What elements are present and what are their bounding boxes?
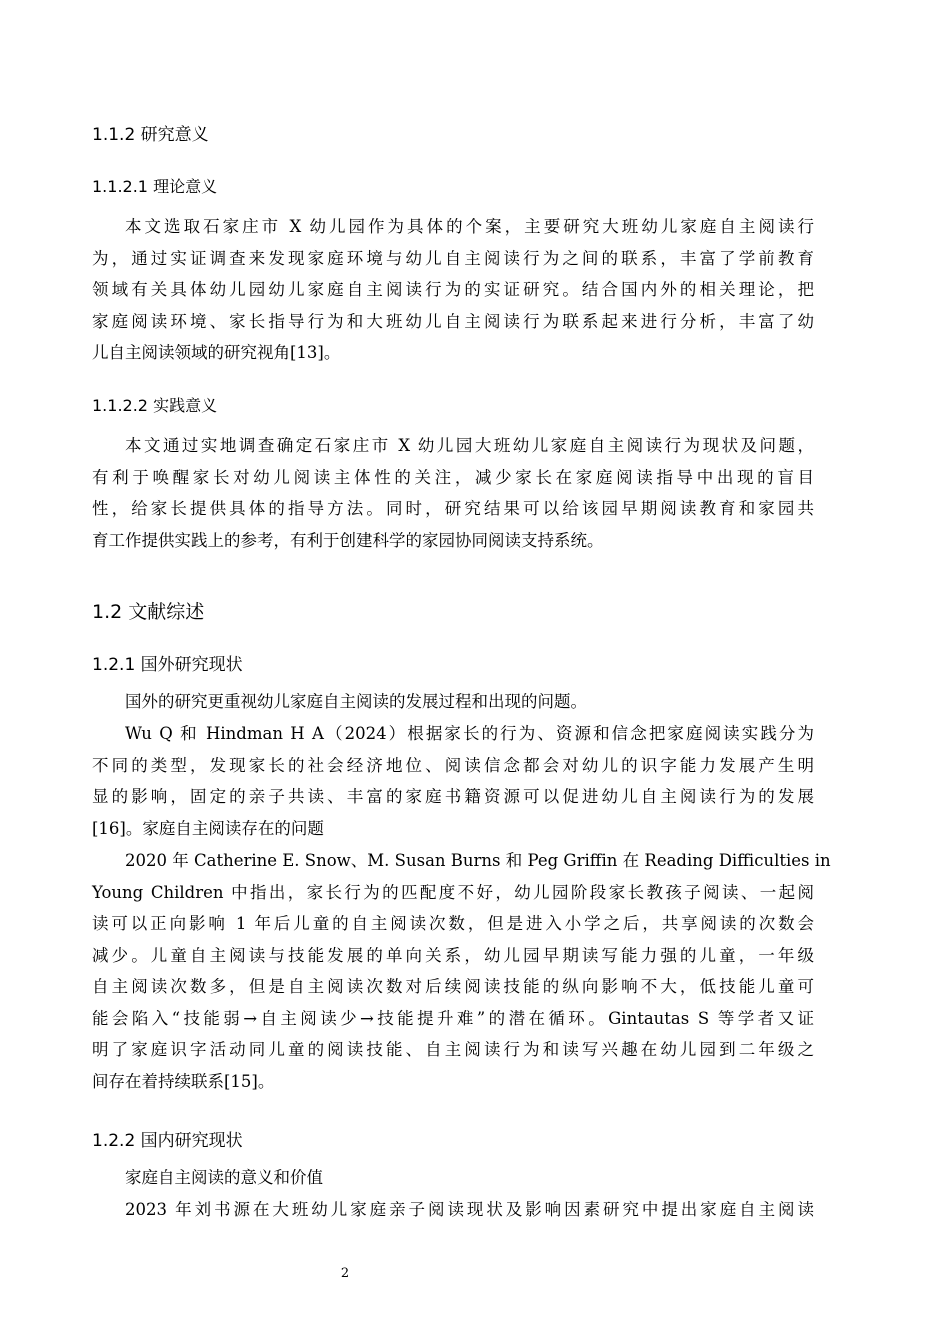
- paragraph-practice: [92, 430, 814, 556]
- paragraph-foreign-wu: [92, 718, 814, 844]
- paragraph-line: 性，给家长提供具体的指导方法。同时，研究结果可以给该园早期阅读教育和家园共: [92, 499, 814, 518]
- paragraph-line: 本文选取石家庄市 X 幼儿园作为具体的个案，主要研究大班幼儿家庭自主阅读行: [125, 217, 814, 236]
- heading-1-2-1: 1.2.1 国外研究现状: [92, 655, 243, 675]
- paragraph-domestic-liu: [92, 1194, 814, 1226]
- paragraph-line: 明了家庭识字活动同儿童的阅读技能、自主阅读行为和读写兴趣在幼儿园到二年级之: [92, 1040, 814, 1059]
- paragraph-line: 为，通过实证调查来发现家庭环境与幼儿自主阅读行为之间的联系，丰富了学前教育: [92, 248, 814, 268]
- paragraph-line: 儿自主阅读领域的研究视角[13]。: [92, 343, 341, 362]
- paragraph-line: [16]。家庭自主阅读存在的问题: [92, 818, 324, 838]
- paragraph-line: 能会陷入“技能弱→自主阅读少→技能提升难”的潜在循环。Gintautas S 等学者又证: [92, 1008, 814, 1028]
- paragraph-line: Wu Q 和 Hindman H A（2024）根据家长的行为、资源和信念把家庭阅读实践分为: [125, 724, 814, 743]
- heading-1-1-2: 1.1.2 研究意义: [92, 125, 209, 145]
- paragraph-line: 育工作提供实践上的参考，有利于创建科学的家园协同阅读支持系统。: [92, 530, 604, 550]
- paragraph-line: 读可以正向影响 1 年后儿童的自主阅读次数，但是进入小学之后，共享阅读的次数会: [92, 914, 814, 933]
- paragraph-line: 有利于唤醒家长对幼儿阅读主体性的关注，减少家长在家庭阅读指导中出现的盲目: [92, 467, 814, 487]
- paragraph-line: 2023 年刘书源在大班幼儿家庭亲子阅读现状及影响因素研究中提出家庭自主阅读: [125, 1200, 814, 1219]
- page-number: 2: [340, 1266, 350, 1281]
- paragraph-line: 间存在着持续联系[15]。: [92, 1071, 275, 1091]
- paragraph-foreign-intro: [92, 686, 814, 718]
- paragraph-line: 家庭自主阅读的意义和价值: [125, 1168, 323, 1187]
- heading-1-1-2-2: 1.1.2.2 实践意义: [92, 396, 218, 415]
- paragraph-line: 国外的研究更重视幼儿家庭自主阅读的发展过程和出现的问题。: [125, 692, 587, 711]
- heading-1-2-2: 1.2.2 国内研究现状: [92, 1131, 243, 1151]
- paragraph-theory: [92, 211, 814, 369]
- paragraph-line: 本文通过实地调查确定石家庄市 X 幼儿园大班幼儿家庭自主阅读行为现状及问题，: [125, 436, 814, 455]
- paragraph-domestic-intro: [92, 1162, 814, 1194]
- paragraph-line: 显的影响，固定的亲子共读、丰富的家庭书籍资源可以促进幼儿自主阅读行为的发展: [92, 787, 814, 806]
- paragraph-line: 减少。儿童自主阅读与技能发展的单向关系，幼儿园早期读写能力强的儿童，一年级: [92, 945, 814, 965]
- paragraph-foreign-snow: [92, 845, 831, 1097]
- heading-1-1-2-1: 1.1.2.1 理论意义: [92, 177, 218, 196]
- paragraph-line: 不同的类型，发现家长的社会经济地位、阅读信念都会对幼儿的识字能力发展产生明: [92, 755, 814, 775]
- paragraph-line: Young Children 中指出，家长行为的匹配度不好，幼儿园阶段家长教孩子阅读、一起阅: [92, 882, 814, 902]
- paragraph-line: 家庭阅读环境、家长指导行为和大班幼儿自主阅读行为联系起来进行分析，丰富了幼: [92, 311, 814, 331]
- paragraph-line: 领域有关具体幼儿园幼儿家庭自主阅读行为的实证研究。结合国内外的相关理论，把: [92, 280, 814, 299]
- paragraph-line: 2020 年 Catherine E. Snow、M. Susan Burns 和 Peg Griffin 在 Reading Difficulties in: [125, 851, 831, 870]
- paragraph-line: 自主阅读次数多，但是自主阅读次数对后续阅读技能的纵向影响不大，低技能儿童可: [92, 977, 814, 996]
- heading-1-2: 1.2 文献综述: [92, 601, 205, 623]
